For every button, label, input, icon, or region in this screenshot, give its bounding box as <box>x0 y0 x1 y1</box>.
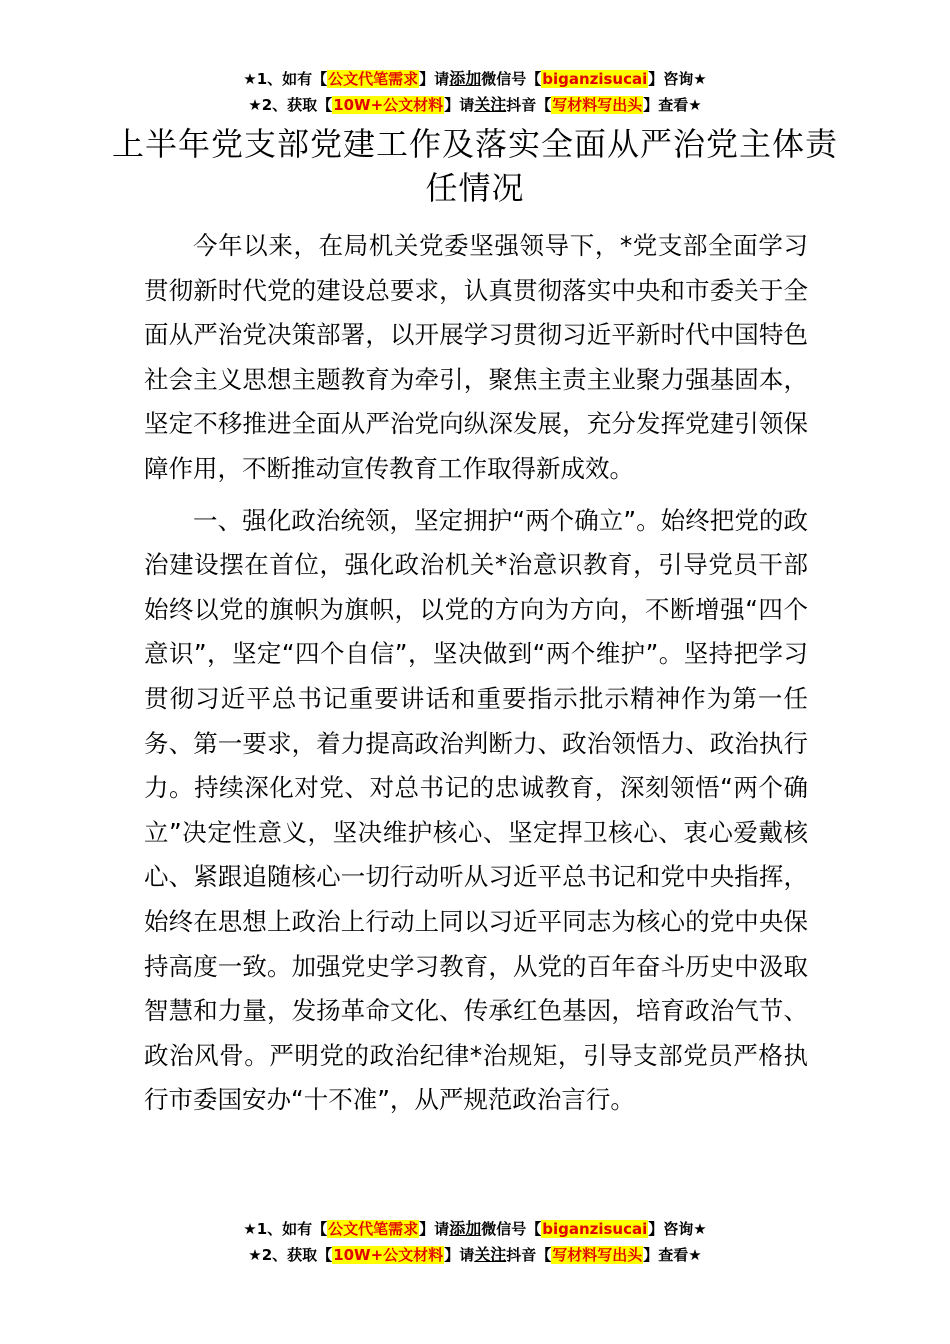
promo-line-1 <box>0 66 950 92</box>
promo-text: 】请 <box>419 1220 450 1238</box>
promo-text: 抖音【 <box>506 96 552 114</box>
promo-line-2 <box>0 92 950 118</box>
promo-highlight-account: 写材料写出头 <box>552 1246 643 1264</box>
promo-emphasis: 关注 <box>474 95 507 114</box>
promo-highlight-account: 写材料写出头 <box>552 96 643 114</box>
bottom-promo-banner <box>0 1216 950 1268</box>
promo-text: ★1、如有【 <box>243 1220 328 1238</box>
promo-text: 微信号【 <box>481 1220 542 1238</box>
promo-text: ★1、如有【 <box>243 70 328 88</box>
promo-highlight: 10W+公文材料 <box>333 96 444 114</box>
promo-text: 】查看★ <box>643 96 702 114</box>
promo-text: ★2、获取【 <box>248 1246 333 1264</box>
promo-highlight: 公文代笔需求 <box>328 70 419 88</box>
promo-text: 】咨询★ <box>648 70 707 88</box>
promo-highlight-wechat-id: biganzisucai <box>542 1220 648 1238</box>
paragraph-section-1: 一、强化政治统领，坚定拥护“两个确立”。始终把党的政治建设摆在首位，强化政治机关*治意识教育，引导党员干部始终以党的旗帜为旗帜，以党的方向为方向，不断增强“四个意识”，坚定“四个自信”，坚决做到“两个维护”。坚持把学习贯彻习近平总书记重要讲话和重要指示批示精神作为第一任务、第一要求，着力提高政治判断力、政治领悟力、政治执行力。持续深化对党、对总书记的忠诚教育，深刻领悟“两个确立”决定性意义，坚决维护核心、坚定捍卫核心、衷心爱戴核心、紧跟追随核心一切行动听从习近平总书记和党中央指挥，始终在思想上政治上行动上同以习近平同志为核心的党中央保持高度一致。加强党史学习教育，从党的百年奋斗历史中汲取智慧和力量，发扬革命文化、传承红色基因，培育政治气节、政治风骨。严明党的政治纪律*治规矩，引导支部党员严格执行市委国安办“十不准”，从严规范政治言行。 <box>144 505 808 1115</box>
promo-line-2 <box>0 1242 950 1268</box>
top-promo-banner <box>0 66 950 118</box>
document-title: 上半年党支部党建工作及落实全面从严治党主体责任情况 <box>111 125 838 207</box>
promo-emphasis: 添加 <box>449 1219 482 1238</box>
promo-text: 微信号【 <box>481 70 542 88</box>
promo-text: 】请 <box>444 1246 475 1264</box>
promo-text: 】咨询★ <box>648 1220 707 1238</box>
promo-text: 】请 <box>419 70 450 88</box>
promo-highlight: 公文代笔需求 <box>328 1220 419 1238</box>
promo-highlight: 10W+公文材料 <box>333 1246 444 1264</box>
document-body <box>144 224 808 1123</box>
promo-text: 】请 <box>444 96 475 114</box>
promo-text: 抖音【 <box>506 1246 552 1264</box>
promo-text: 】查看★ <box>643 1246 702 1264</box>
paragraph-intro: 今年以来，在局机关党委坚强领导下，*党支部全面学习贯彻新时代党的建设总要求，认真贯彻落实中央和市委关于全面从严治党决策部署，以开展学习贯彻习近平新时代中国特色社会主义思想主题教育为牵引，聚焦主责主业聚力强基固本，坚定不移推进全面从严治党向纵深发展，充分发挥党建引领保障作用，不断推动宣传教育工作取得新成效。 <box>144 231 808 483</box>
promo-line-1 <box>0 1216 950 1242</box>
promo-emphasis: 关注 <box>474 1245 507 1264</box>
promo-emphasis: 添加 <box>449 69 482 88</box>
promo-text: ★2、获取【 <box>248 96 333 114</box>
promo-highlight-wechat-id: biganzisucai <box>542 70 648 88</box>
